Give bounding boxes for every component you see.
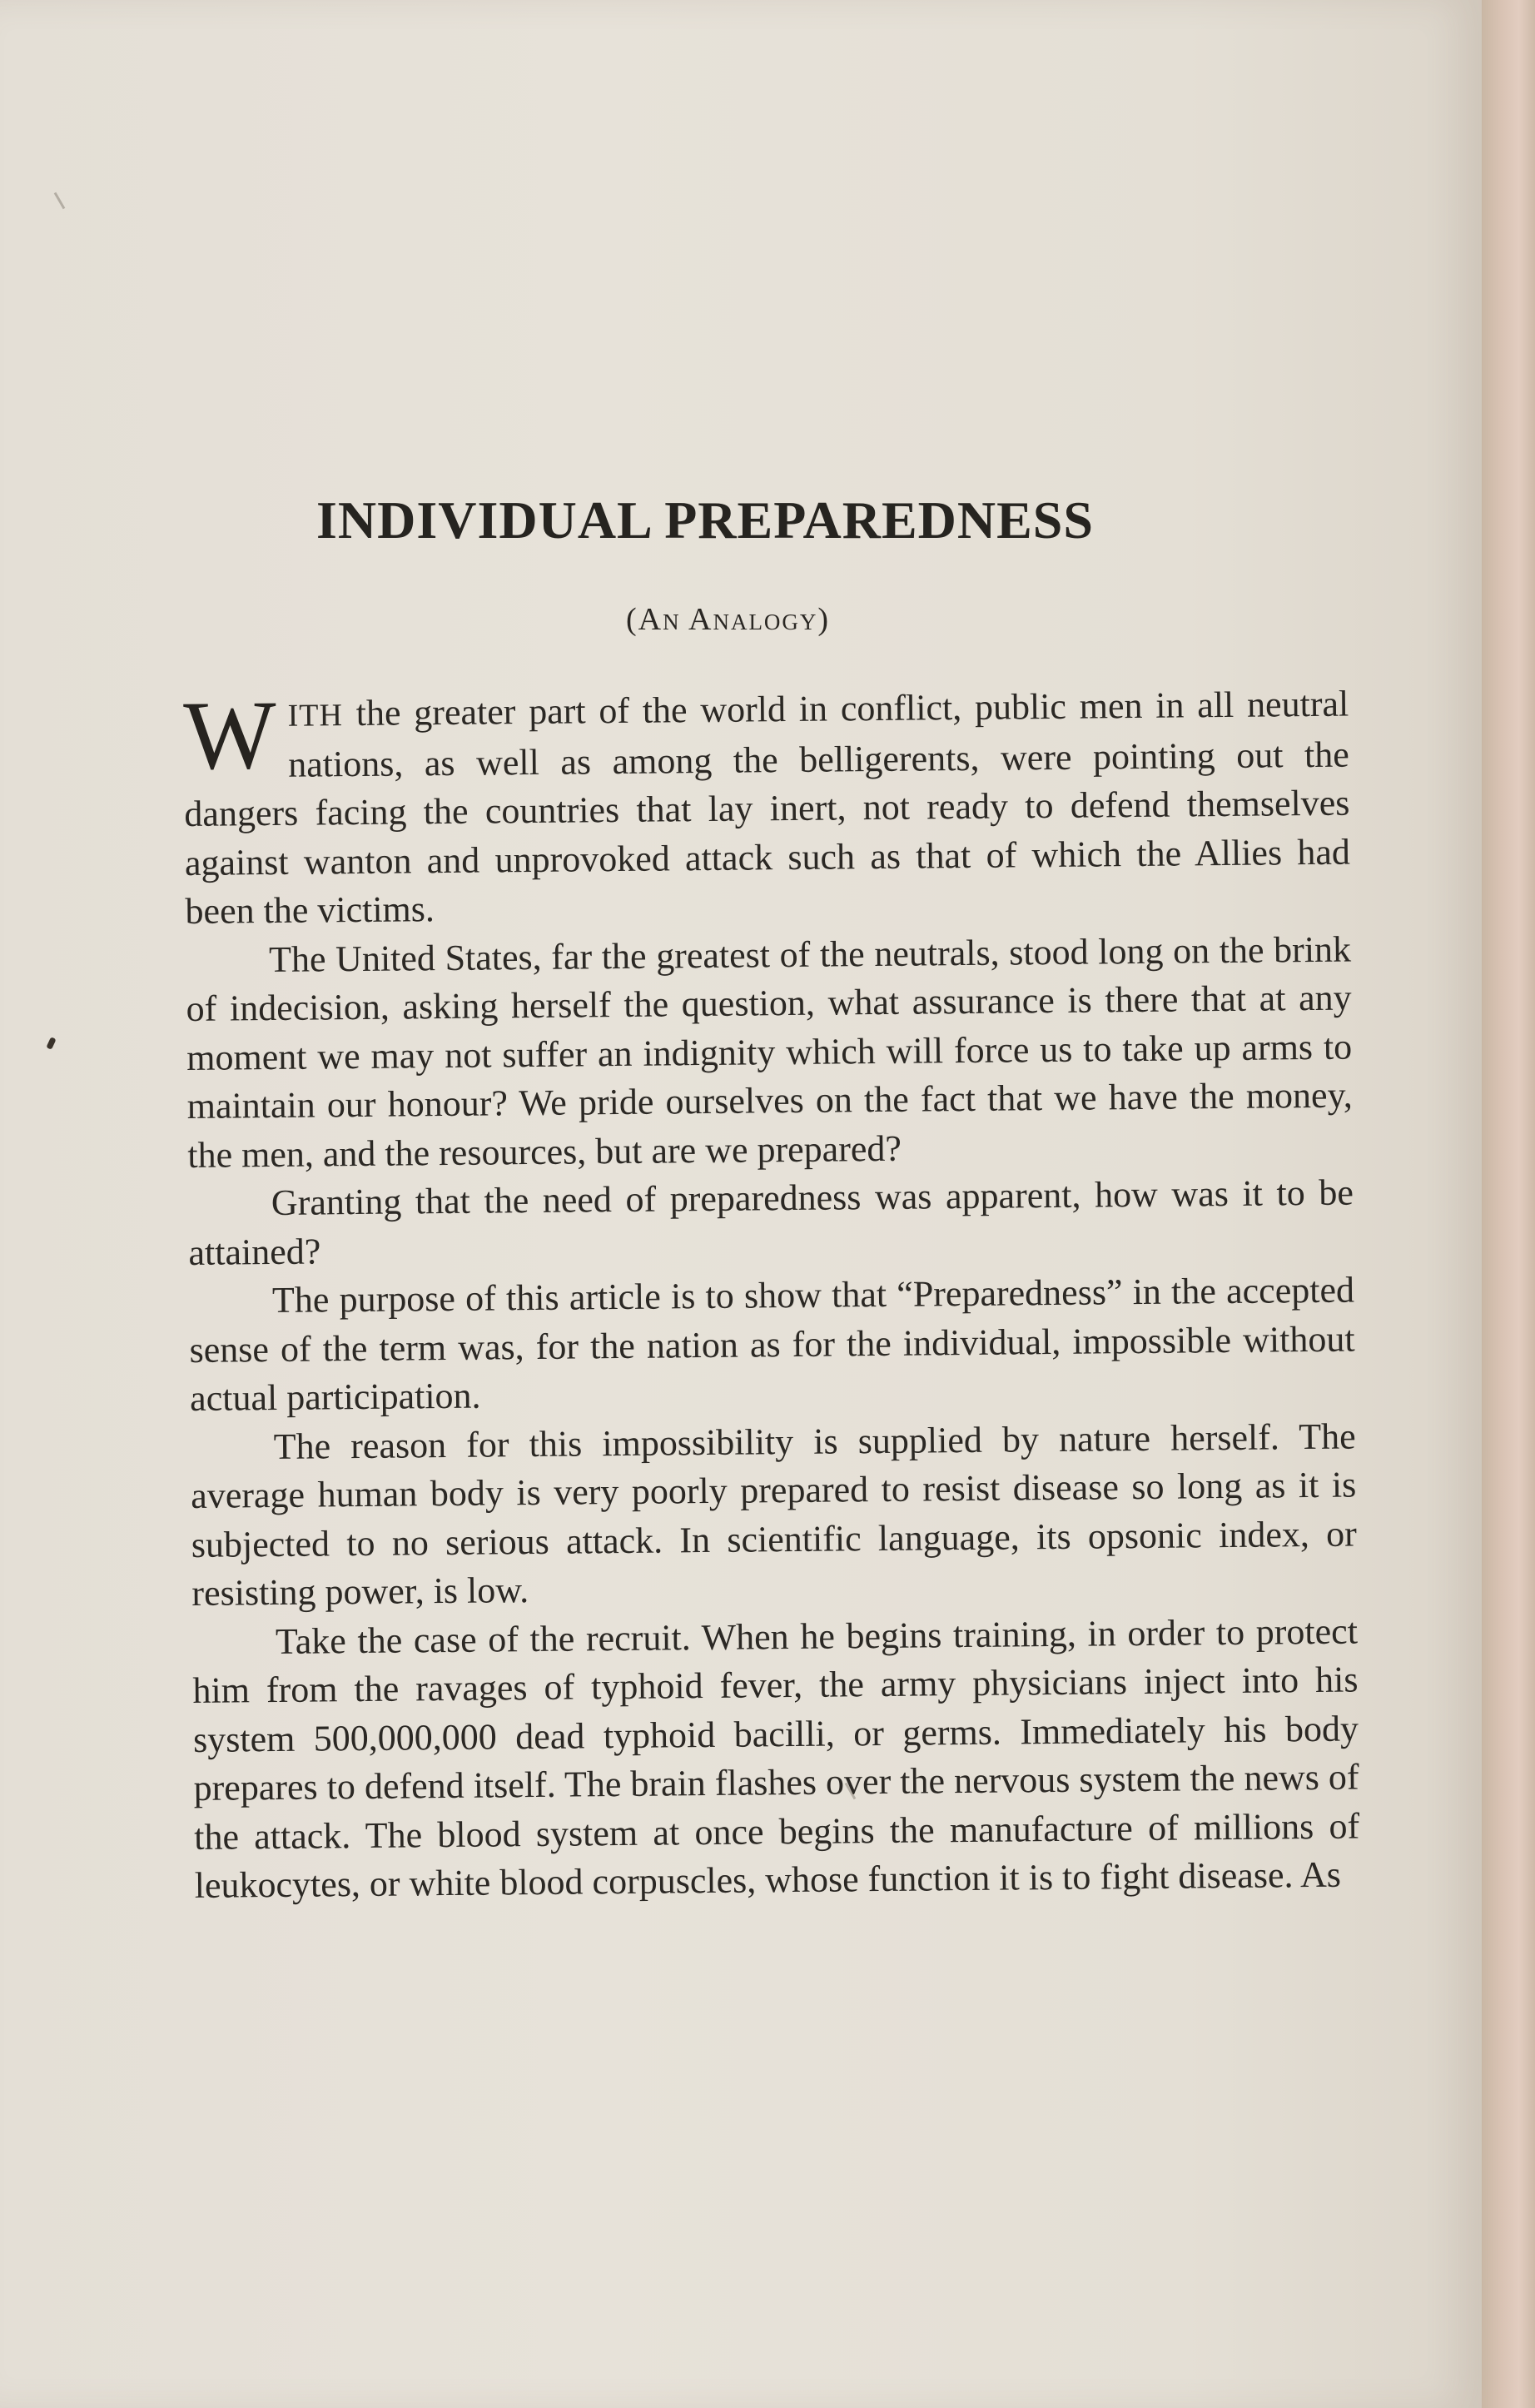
page-edge xyxy=(1482,0,1535,2408)
paper-speck xyxy=(54,192,66,210)
page-title: INDIVIDUAL PREPAREDNESS xyxy=(316,490,1094,550)
first-word-rest: ITH xyxy=(287,698,344,734)
paragraph-4: The purpose of this article is to show that “Preparedness” in the accepted sense of the term was, for the nation as for the individual, impossible without actual participation. xyxy=(189,1269,1355,1419)
paragraph-2: The United States, far the greatest of the neutrals, stood long on the brink of indecision, asking herself the question, what assurance is there that at any moment we may not suffer an indignity which will force us to take up arms to maintain our honour? We pride ourselves on the fact that we have the money, the men, and the resources, but are we prepared? xyxy=(186,928,1353,1176)
subtitle: (An Analogy) xyxy=(626,602,831,637)
article-body xyxy=(183,680,1360,1911)
ink-mark xyxy=(46,1037,56,1050)
paragraph-1 xyxy=(183,680,1351,937)
paragraph-1-text: the greater part of the world in conflict, public men in all neutral nations, as well as among the belligerents, were pointing out the dangers facing the countries that lay inert, not ready to defend themselves against wanton and unprovoked attack such as that of which the Allies had been the victims. xyxy=(184,683,1351,932)
drop-cap: W xyxy=(182,679,277,790)
paragraph-5: The reason for this impossibility is supplied by nature herself. The average human body is very poorly prepared to resist disease so long as it is subjected to no serious attack. In scientific language, its opsonic index, or resisting power, is low. xyxy=(191,1415,1358,1614)
paragraph-3: Granting that the need of preparedness was apparent, how was it to be attained? xyxy=(188,1172,1354,1273)
paragraph-6: Take the case of the recruit. When he begins training, in order to protect him from the ravages of typhoid fever, the army physicians inject into his system 500,000,000 dead typhoid bacilli, or germs. Immediately his body prepares to defend itself. The brain flashes over the nervous system the news of the attack. The blood system at once begins the manufacture of millions of leukocytes, or white blood corpuscles, whose function it is to fight disease. As xyxy=(192,1610,1360,1906)
